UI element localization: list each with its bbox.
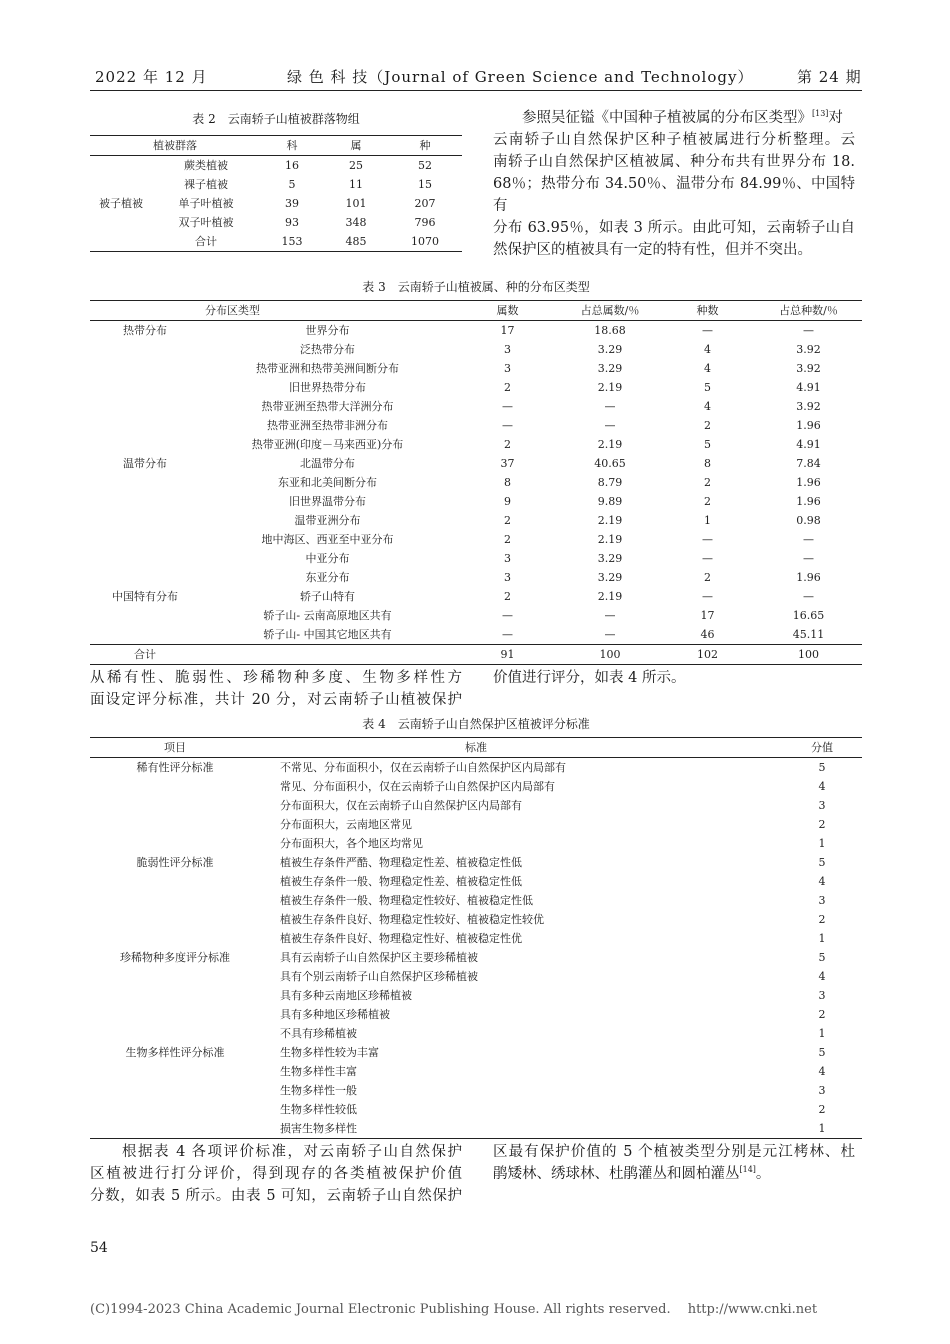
table3-type-cell: 旧世界热带分布 [289, 381, 366, 394]
table3-value-cell: 2 [504, 514, 511, 527]
table3-type-cell: 中亚分布 [305, 552, 350, 565]
table2-row [90, 175, 462, 194]
table3-row [90, 549, 862, 568]
table4-standard-cell: 分布面积大，各个地区均常见 [280, 837, 423, 850]
table2-value-cell: 39 [285, 197, 299, 210]
table3-value-cell: 2.19 [597, 381, 623, 394]
table3-row [90, 568, 862, 587]
table2-name-cell: 单子叶植被 [178, 197, 234, 210]
table3-value-cell: — [702, 324, 713, 337]
table2-value-cell: 11 [349, 178, 363, 191]
table3-value-cell: 9.89 [597, 495, 623, 508]
table3-value-cell: — [803, 590, 814, 603]
table2-value-cell: 348 [345, 216, 367, 229]
table3-header-cell: 占总种数/％ [755, 301, 862, 321]
table4-row [90, 1100, 862, 1119]
table4-row [90, 967, 862, 986]
table2-value-cell: 15 [418, 178, 432, 191]
middle-paragraph-line: 面设定评分标准，共计 20 分，对云南轿子山植被保护 [90, 692, 462, 708]
table3-header-cell: 占总属数/％ [560, 301, 660, 321]
table4-standard-cell: 损害生物多样性 [260, 1119, 782, 1139]
table4-row [90, 948, 862, 967]
table2-row [90, 213, 462, 232]
table4-score-cell: 5 [818, 1046, 826, 1059]
table2-row [90, 156, 462, 176]
table3-value-cell: 3.29 [597, 343, 623, 356]
table4-header-cell: 项目 [90, 738, 260, 758]
table2-name-cell: 合计 [152, 232, 260, 252]
table3-value-cell: 100 [755, 645, 862, 665]
table3-value-cell: 17 [500, 324, 515, 337]
table4-standard-cell: 生物多样性较低 [280, 1103, 357, 1116]
table3-row [90, 492, 862, 511]
table4-score-cell: 1 [818, 837, 826, 850]
table4-row [90, 1043, 862, 1062]
table2-value-cell: 93 [285, 216, 299, 229]
table4-standard-cell: 具有个别云南轿子山自然保护区珍稀植被 [280, 970, 478, 983]
table2-header-cell: 种 [388, 136, 462, 156]
bottom-paragraph-line: 根据表 4 各项评价标准，对云南轿子山自然保护 [90, 1144, 462, 1160]
table4-item-cell [90, 1119, 260, 1139]
table4-item-cell [90, 910, 260, 929]
table3-value-cell: 5 [704, 381, 711, 394]
table4-item-cell: 脆弱性评分标准 [136, 856, 214, 869]
table4-standard-cell: 生物多样性丰富 [280, 1065, 357, 1078]
table4-item-cell: 稀有性评分标准 [136, 761, 214, 774]
table4-row [90, 929, 862, 948]
table3-type-cell [200, 645, 455, 665]
table4-standard-cell: 植被生存条件一般、物理稳定性较好、植被稳定性低 [280, 894, 533, 907]
table4-score-cell: 4 [818, 875, 826, 888]
table3-value-cell: 4.91 [796, 438, 821, 451]
table2-header-cell: 属 [324, 136, 388, 156]
table3-value-cell: 1.96 [796, 495, 821, 508]
table4-caption: 表 4 云南轿子山自然保护区植被评分标准 [362, 717, 590, 731]
table2-row [90, 194, 462, 213]
table3-type-cell: 热带亚洲至热带大洋洲分布 [261, 400, 394, 413]
table3-value-cell: — [702, 533, 713, 546]
table2-value-cell: 485 [324, 232, 388, 252]
table3-value-cell: 2 [704, 571, 711, 584]
table4 [90, 737, 862, 1139]
table3-header-cell: 属数 [455, 301, 560, 321]
table3-value-cell: 3.29 [597, 362, 623, 375]
table4-item-cell [90, 891, 260, 910]
table4-score-cell: 1 [782, 1119, 862, 1139]
table2-value-cell: 5 [288, 178, 296, 191]
table3-type-cell: 东亚和北美间断分布 [278, 476, 377, 489]
table3-value-cell: 40.65 [594, 457, 626, 470]
table3-category-cell [90, 378, 200, 397]
table3-value-cell: 17 [700, 609, 715, 622]
table4-item-cell: 生物多样性评分标准 [125, 1046, 225, 1059]
table4-standard-cell: 植被生存条件一般、物理稳定性差、植被稳定性低 [280, 875, 522, 888]
table3-category-cell [90, 435, 200, 454]
table4-item-cell [90, 986, 260, 1005]
table3-value-cell: 3.92 [796, 343, 821, 356]
table3-value-cell: 46 [700, 628, 715, 641]
right-paragraph-line: 分布 63.95％，如表 3 所示。由此可知，云南轿子山自 [493, 220, 855, 236]
table2-group-cell [90, 232, 152, 252]
table3-value-cell: 2.19 [597, 514, 623, 527]
table2-name-cell: 蕨类植被 [184, 159, 228, 172]
table4-score-cell: 3 [818, 989, 826, 1002]
table3-value-cell: — [604, 609, 616, 622]
table4-score-cell: 5 [818, 856, 826, 869]
table4-standard-cell: 生物多样性较为丰富 [280, 1046, 379, 1059]
table2-value-cell: 1070 [388, 232, 462, 252]
bottom-paragraph-line: 分数，如表 5 所示。由表 5 可知，云南轿子山自然保护 [90, 1188, 462, 1204]
header-rule [90, 90, 862, 91]
table4-standard-cell: 具有云南轿子山自然保护区主要珍稀植被 [280, 951, 478, 964]
table4-row [90, 1081, 862, 1100]
table3-value-cell: 2 [704, 419, 711, 432]
table2-group-cell [90, 175, 152, 194]
table4-row [90, 1062, 862, 1081]
table2-name-cell: 双子叶植被 [178, 216, 234, 229]
table2-value-cell: 101 [345, 197, 367, 210]
table2-header-cell: 科 [260, 136, 324, 156]
table3-category-cell: 合计 [90, 645, 200, 665]
table3-value-cell: 4 [704, 343, 711, 356]
page-number: 54 [90, 1240, 108, 1256]
table2-value-cell: 52 [418, 159, 432, 172]
table3-value-cell: — [604, 419, 616, 432]
table4-standard-cell: 生物多样性一般 [280, 1084, 357, 1097]
table4-row [90, 758, 862, 778]
table4-item-cell [90, 1081, 260, 1100]
table4-header-cell: 分值 [782, 738, 862, 758]
table4-row [90, 1024, 862, 1043]
table2-group-cell [90, 213, 152, 232]
table4-row [90, 872, 862, 891]
table3-row [90, 606, 862, 625]
table3-category-cell [90, 416, 200, 435]
table3-value-cell: — [502, 400, 513, 413]
table2-header-row [90, 136, 462, 156]
table3-category-cell [90, 359, 200, 378]
table4-item-cell [90, 929, 260, 948]
table3-category-cell [90, 340, 200, 359]
table4-score-cell: 4 [818, 780, 826, 793]
table3-value-cell: 2 [504, 533, 511, 546]
table4-standard-cell: 具有多种地区珍稀植被 [280, 1008, 390, 1021]
table3-value-cell: — [702, 552, 713, 565]
citation: [14] [739, 1165, 756, 1175]
table4-row [90, 853, 862, 872]
table3-value-cell: — [803, 324, 814, 337]
table3-value-cell: 2.19 [597, 533, 623, 546]
table3-value-cell: 3 [504, 343, 511, 356]
table3-value-cell: 2 [504, 381, 511, 394]
right-paragraph-line: 云南轿子山自然保护区种子植被属进行分析整理。云 [493, 132, 855, 148]
table3-value-cell: 37 [500, 457, 515, 470]
table3-type-cell: 地中海区、西亚至中亚分布 [261, 533, 394, 546]
table3-type-cell: 旧世界温带分布 [289, 495, 366, 508]
table3-type-cell: 热带亚洲至热带非洲分布 [267, 419, 388, 432]
table3-type-cell: 热带亚洲和热带美洲间断分布 [256, 362, 399, 375]
middle-paragraph-line: 从稀有性、脆弱性、珍稀物种多度、生物多样性方 [90, 670, 462, 686]
table3-row [90, 435, 862, 454]
header-journal: 绿 色 科 技（Journal of Green Science and Technology） [287, 68, 754, 86]
table4-item-cell [90, 1062, 260, 1081]
table3-value-cell: — [604, 628, 616, 641]
table3-value-cell: 8 [504, 476, 511, 489]
table3-row [90, 511, 862, 530]
table4-score-cell: 2 [818, 1103, 826, 1116]
table3-row [90, 587, 862, 606]
table3-value-cell: 45.11 [792, 628, 825, 641]
header-issue: 第 24 期 [797, 68, 862, 86]
table4-standard-cell: 具有多种云南地区珍稀植被 [280, 989, 412, 1002]
right-paragraph [493, 107, 855, 261]
middle-paragraph-left [90, 667, 462, 711]
table3-row [90, 378, 862, 397]
table4-standard-cell: 植被生存条件良好、物理稳定性较好、植被稳定性较优 [280, 913, 544, 926]
table3-category-cell: 温带分布 [123, 457, 167, 470]
table4-item-cell [90, 1024, 260, 1043]
table4-score-cell: 5 [818, 761, 826, 774]
table4-row [90, 986, 862, 1005]
table4-standard-cell: 常见、分布面积小，仅在云南轿子山自然保护区内局部有 [280, 780, 555, 793]
table3-value-cell: 3.92 [796, 362, 821, 375]
table3-type-cell: 东亚分布 [305, 571, 350, 584]
table4-score-cell: 3 [818, 799, 826, 812]
table4-standard-cell: 不具有珍稀植被 [280, 1027, 357, 1040]
table3-value-cell: — [702, 590, 713, 603]
table2-value-cell: 16 [285, 159, 299, 172]
table4-row [90, 777, 862, 796]
table3-caption: 表 3 云南轿子山植被属、种的分布区类型 [362, 280, 590, 294]
table3-row [90, 530, 862, 549]
table3-type-cell: 轿子山- 云南高原地区共有 [263, 609, 392, 622]
table3-value-cell: 2 [504, 438, 511, 451]
table3-value-cell: 1.96 [796, 571, 821, 584]
right-paragraph-line: 然保护区的植被具有一定的特有性，但并不突出。 [493, 242, 812, 258]
table3-type-cell: 北温带分布 [300, 457, 355, 470]
right-paragraph-tail: 对 [828, 110, 843, 126]
middle-paragraph-right: 价值进行评分，如表 4 所示。 [493, 670, 686, 686]
table3-category-cell [90, 625, 200, 645]
table3-value-cell: 0.98 [796, 514, 821, 527]
table2-row [90, 232, 462, 252]
table4-row [90, 910, 862, 929]
table3-type-cell: 温带亚洲分布 [294, 514, 361, 527]
right-paragraph-line: 参照吴征镒《中国种子植被属的分布区类型》 [493, 110, 812, 126]
table4-score-cell: 2 [818, 913, 826, 926]
table3-value-cell: 3 [504, 571, 511, 584]
table3-value-cell: 1.96 [796, 476, 821, 489]
table2 [90, 135, 462, 252]
table3-value-cell: — [502, 628, 513, 641]
table3-value-cell: 18.68 [594, 324, 626, 337]
table3-value-cell: 8 [704, 457, 711, 470]
table3-value-cell: — [803, 533, 814, 546]
table3-header-cell: 分布区类型 [90, 301, 455, 321]
bottom-paragraph-line: 区最有保护价值的 5 个植被类型分别是元江栲林、杜 [493, 1144, 855, 1160]
table3-category-cell: 热带分布 [123, 324, 167, 337]
table3-category-cell [90, 397, 200, 416]
table2-value-cell: 153 [260, 232, 324, 252]
table3-row [90, 454, 862, 473]
table4-item-cell [90, 834, 260, 853]
bottom-paragraph-line: 区植被进行打分评价，得到现存的各类植被保护价值 [90, 1166, 462, 1182]
table3 [90, 300, 862, 665]
bottom-paragraph-line: 鹃矮林、绣球林、杜鹃灌丛和圆柏灌丛 [493, 1166, 740, 1182]
table3-value-cell: 3 [504, 362, 511, 375]
table3-category-cell [90, 568, 200, 587]
copyright-footer: (C)1994-2023 China Academic Journal Electronic Publishing House. All rights reserved. http://www.cnki.net [90, 1302, 818, 1317]
citation: [13] [812, 109, 829, 119]
table3-value-cell: — [502, 419, 513, 432]
table4-item-cell [90, 967, 260, 986]
table2-caption: 表 2 云南轿子山植被群落物组 [192, 112, 360, 126]
table3-category-cell [90, 473, 200, 492]
table4-standard-cell: 不常见、分布面积小，仅在云南轿子山自然保护区内局部有 [280, 761, 566, 774]
table3-value-cell: 2 [704, 476, 711, 489]
table4-standard-cell: 植被生存条件良好、物理稳定性好、植被稳定性优 [280, 932, 522, 945]
table4-standard-cell: 分布面积大，仅在云南轿子山自然保护区内局部有 [280, 799, 522, 812]
table3-value-cell: — [803, 552, 814, 565]
table4-header-row [90, 738, 862, 758]
table3-category-cell: 中国特有分布 [112, 590, 178, 603]
table3-value-cell: — [502, 609, 513, 622]
table4-score-cell: 3 [818, 894, 826, 907]
table2-name-cell: 裸子植被 [184, 178, 228, 191]
table4-standard-cell: 分布面积大，云南地区常见 [280, 818, 412, 831]
table3-value-cell: 3.92 [796, 400, 821, 413]
table3-type-cell: 泛热带分布 [300, 343, 355, 356]
bottom-paragraph-right [493, 1141, 855, 1185]
table3-value-cell: 1.96 [796, 419, 821, 432]
table4-score-cell: 1 [818, 1027, 826, 1040]
table3-row [90, 340, 862, 359]
table2-value-cell: 796 [414, 216, 436, 229]
table3-value-cell: 3 [504, 552, 511, 565]
table4-score-cell: 2 [818, 1008, 826, 1021]
table4-score-cell: 3 [818, 1084, 826, 1097]
table3-category-cell [90, 530, 200, 549]
table4-row [90, 815, 862, 834]
table3-type-cell: 轿子山- 中国其它地区共有 [263, 628, 392, 641]
table3-category-cell [90, 549, 200, 568]
table4-item-cell [90, 1005, 260, 1024]
table4-row [90, 891, 862, 910]
table3-category-cell [90, 606, 200, 625]
bottom-paragraph-end: 。 [755, 1166, 771, 1182]
table3-value-cell: — [604, 400, 616, 413]
table3-value-cell: 4 [704, 362, 711, 375]
table3-value-cell: 2.19 [597, 438, 623, 451]
table4-score-cell: 1 [818, 932, 826, 945]
table3-value-cell: 100 [560, 645, 660, 665]
right-paragraph-line: 南轿子山自然保护区植被属、种分布共有世界分布 18. [493, 154, 855, 170]
table3-value-cell: 102 [660, 645, 755, 665]
table4-item-cell: 珍稀物种多度评分标准 [120, 951, 230, 964]
table4-score-cell: 4 [818, 1065, 826, 1078]
table3-value-cell: 3.29 [597, 571, 623, 584]
table3-header-row [90, 301, 862, 321]
table4-score-cell: 4 [818, 970, 826, 983]
table3-row [90, 645, 862, 665]
table4-item-cell [90, 872, 260, 891]
table4-row [90, 834, 862, 853]
table3-value-cell: 2 [504, 590, 511, 603]
table3-type-cell: 世界分布 [305, 324, 350, 337]
table3-row [90, 625, 862, 645]
table3-value-cell: 4 [704, 400, 711, 413]
table2-group-cell: 被子植被 [99, 197, 143, 210]
table3-value-cell: 7.84 [796, 457, 821, 470]
table2-header-cell: 植被群落 [90, 136, 260, 156]
table3-value-cell: 16.65 [792, 609, 825, 622]
table4-score-cell: 2 [818, 818, 826, 831]
table3-type-cell: 热带亚洲(印度－马来西亚)分布 [251, 438, 404, 451]
right-paragraph-line: 68％；热带分布 34.50％、温带分布 84.99％、中国特有 [493, 176, 855, 214]
table4-item-cell [90, 1100, 260, 1119]
table3-value-cell: 1 [704, 514, 711, 527]
table2-value-cell: 25 [349, 159, 363, 172]
table3-value-cell: 5 [704, 438, 711, 451]
table3-header-cell: 种数 [660, 301, 755, 321]
table3-value-cell: 9 [504, 495, 511, 508]
table4-header-cell: 标准 [260, 738, 782, 758]
table3-row [90, 416, 862, 435]
table3-row [90, 397, 862, 416]
table3-value-cell: 4.91 [796, 381, 821, 394]
table4-item-cell [90, 815, 260, 834]
table4-item-cell [90, 777, 260, 796]
table4-standard-cell: 植被生存条件严酷、物理稳定性差、植被稳定性低 [280, 856, 522, 869]
bottom-paragraph-left [90, 1141, 462, 1207]
table3-row [90, 359, 862, 378]
table3-category-cell [90, 492, 200, 511]
table2-value-cell: 207 [414, 197, 436, 210]
table4-row [90, 1005, 862, 1024]
table4-row [90, 796, 862, 815]
table2-group-cell [90, 156, 152, 176]
table3-category-cell [90, 511, 200, 530]
header-date: 2022 年 12 月 [95, 68, 208, 86]
table4-score-cell: 5 [818, 951, 826, 964]
table3-row [90, 473, 862, 492]
table3-value-cell: 8.79 [597, 476, 623, 489]
table4-row [90, 1119, 862, 1139]
table3-value-cell: 91 [455, 645, 560, 665]
table3-value-cell: 2 [704, 495, 711, 508]
table3-type-cell: 轿子山特有 [300, 590, 355, 603]
table3-row [90, 321, 862, 341]
table3-value-cell: 3.29 [597, 552, 623, 565]
table3-value-cell: 2.19 [597, 590, 623, 603]
table4-item-cell [90, 796, 260, 815]
